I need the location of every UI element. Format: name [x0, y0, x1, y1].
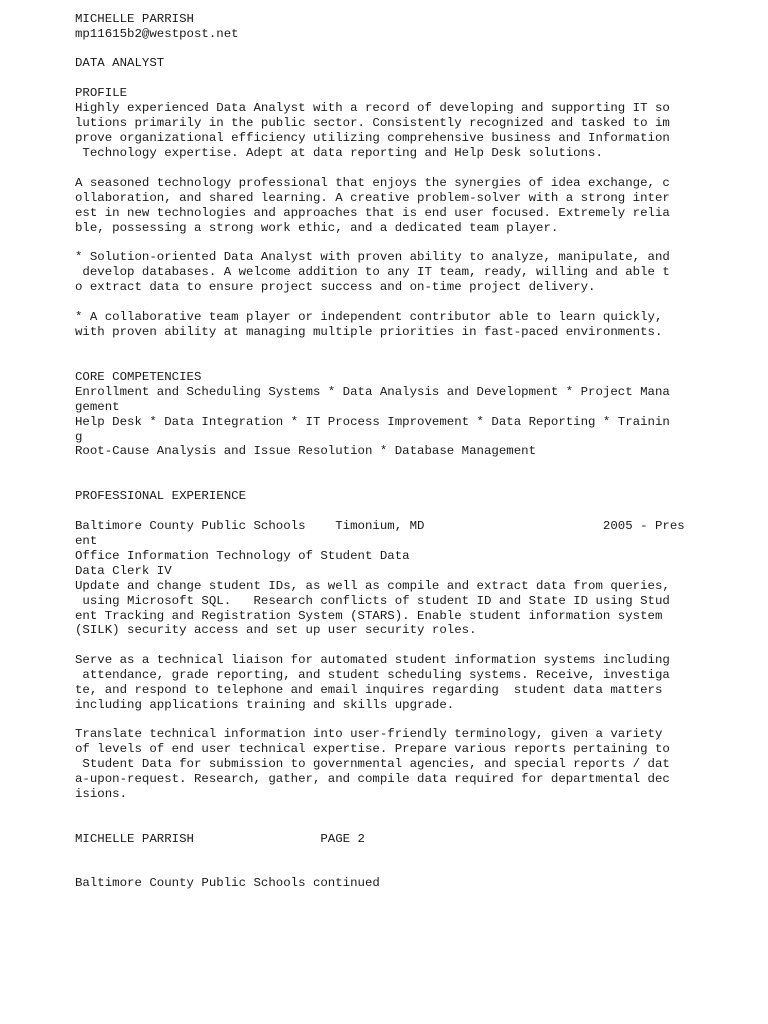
competencies-line: Help Desk * Data Integration * IT Process Improvement * Data Reporting * Trainin [75, 415, 670, 429]
profile-line: est in new technologies and approaches that is end user focused. Extremely relia [75, 206, 670, 220]
profile-line: Highly experienced Data Analyst with a record of developing and supporting IT so [75, 101, 670, 115]
competencies-line: g [75, 430, 83, 444]
experience-line: a-upon-request. Research, gather, and compile data required for departmental dec [75, 772, 670, 786]
profile-line: prove organizational efficiency utilizing comprehensive business and Information [75, 131, 670, 145]
profile-line: with proven ability at managing multiple priorities in fast-paced environments. [75, 325, 663, 339]
profile-heading: PROFILE [75, 86, 128, 100]
competencies-line: Root-Cause Analysis and Issue Resolution * Database Management [75, 444, 537, 458]
profile-line: develop databases. A welcome addition to any IT team, ready, willing and able t [75, 265, 670, 279]
experience-line: Serve as a technical liaison for automated student information systems including [75, 653, 670, 667]
profile-line: ble, possessing a strong work ethic, and a dedicated team player. [75, 221, 559, 235]
experience-line: including applications training and skills upgrade. [75, 698, 455, 712]
experience-line: Translate technical information into user-friendly terminology, given a variety [75, 727, 663, 741]
competencies-line: gement [75, 400, 120, 414]
candidate-email: mp11615b2@westpost.net [75, 27, 239, 41]
profile-line: o extract data to ensure project success and on-time project delivery. [75, 280, 596, 294]
job-title: DATA ANALYST [75, 56, 165, 70]
profile-line: * Solution-oriented Data Analyst with proven ability to analyze, manipulate, and [75, 250, 670, 264]
profile-line: Technology expertise. Adept at data reporting and Help Desk solutions. [75, 146, 603, 160]
profile-line: A seasoned technology professional that enjoys the synergies of idea exchange, c [75, 176, 670, 190]
experience-line: using Microsoft SQL. Research conflicts of student ID and State ID using Stud [75, 594, 670, 608]
experience-line: te, and respond to telephone and email inquires regarding student data matters [75, 683, 663, 697]
job-position: Data Clerk IV [75, 564, 172, 578]
employer-continued: Baltimore County Public Schools continued [75, 876, 380, 890]
experience-heading: PROFESSIONAL EXPERIENCE [75, 489, 247, 503]
job-employer-line: ent [75, 534, 98, 548]
experience-line: (SILK) security access and set up user security roles. [75, 623, 477, 637]
competencies-line: Enrollment and Scheduling Systems * Data Analysis and Development * Project Mana [75, 385, 670, 399]
experience-line: ent Tracking and Registration System (STARS). Enable student information system [75, 609, 663, 623]
experience-line: Update and change student IDs, as well as compile and extract data from queries, [75, 579, 670, 593]
page-2-header: MICHELLE PARRISH PAGE 2 [75, 832, 365, 846]
experience-line: Student Data for submission to governmental agencies, and special reports / dat [75, 757, 670, 771]
profile-line: * A collaborative team player or independent contributor able to learn quickly, [75, 310, 663, 324]
competencies-heading: CORE COMPETENCIES [75, 370, 202, 384]
job-department: Office Information Technology of Student Data [75, 549, 410, 563]
profile-line: lutions primarily in the public sector. Consistently recognized and tasked to im [75, 116, 670, 130]
profile-line: ollaboration, and shared learning. A creative problem-solver with a strong inter [75, 191, 670, 205]
job-employer-line: Baltimore County Public Schools Timonium, MD 2005 - Pres [75, 519, 685, 533]
experience-line: isions. [75, 787, 128, 801]
experience-line: attendance, grade reporting, and student scheduling systems. Receive, investiga [75, 668, 670, 682]
experience-line: of levels of end user technical expertise. Prepare various reports pertaining to [75, 742, 670, 756]
candidate-name: MICHELLE PARRISH [75, 12, 194, 26]
